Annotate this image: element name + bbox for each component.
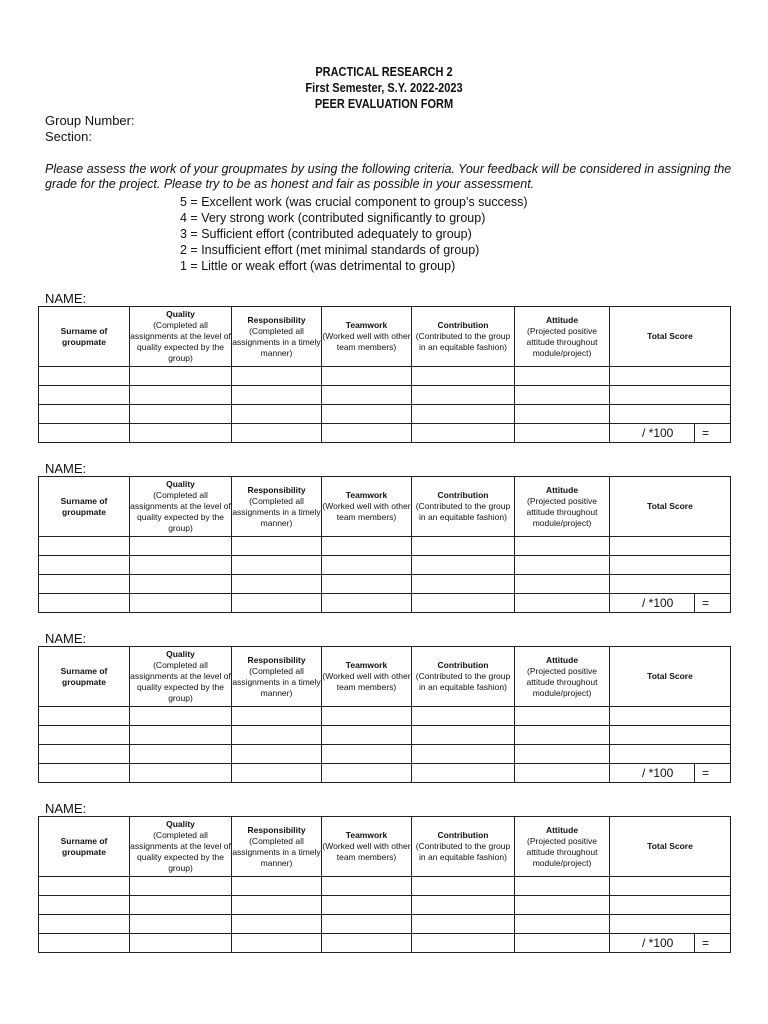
input-cell[interactable] <box>515 915 610 934</box>
header-row <box>39 647 731 707</box>
input-cell[interactable] <box>39 367 130 386</box>
input-cell[interactable] <box>515 934 610 953</box>
criteria-item-2: 2 = Insufficient effort (met minimal standards of group) <box>180 243 480 257</box>
col-title: Quality <box>166 649 195 659</box>
total-score-cell[interactable] <box>610 424 731 443</box>
input-cell[interactable] <box>39 594 130 613</box>
col-desc: (Contributed to the group in an equitable fashion) <box>415 841 511 862</box>
criteria-item-3: 3 = Sufficient effort (contributed adequately to group) <box>180 227 472 241</box>
input-cell[interactable] <box>39 707 130 726</box>
col-surname <box>39 477 130 537</box>
input-cell[interactable] <box>515 386 610 405</box>
criteria-item-5: 5 = Excellent work (was crucial component to group’s success) <box>180 195 528 209</box>
score-divider <box>694 764 695 782</box>
col-desc: (Contributed to the group in an equitable fashion) <box>415 331 511 352</box>
col-title: Teamwork <box>345 490 388 500</box>
col-quality <box>130 817 232 877</box>
col-desc: (Completed all assignments in a timely manner) <box>232 665 321 698</box>
instructions-paragraph: Please assess the work of your groupmates by using the following criteria. Your feedback will be considered in assigning the grade for the project. Please try to be as honest and fair as possible in your assessment. <box>45 162 732 191</box>
input-cell[interactable] <box>39 556 130 575</box>
col-title: Contribution <box>437 660 489 670</box>
col-title: Total Score <box>647 671 693 681</box>
input-cell[interactable] <box>412 745 515 764</box>
input-cell[interactable] <box>322 556 412 575</box>
input-cell[interactable] <box>412 556 515 575</box>
input-cell[interactable] <box>130 745 232 764</box>
input-cell[interactable] <box>130 424 232 443</box>
input-cell[interactable] <box>232 386 322 405</box>
table-row <box>39 367 731 386</box>
name-label: NAME: <box>45 291 87 306</box>
score-formula: / *100 <box>642 596 674 610</box>
col-title: Responsibility <box>247 314 306 325</box>
input-cell[interactable] <box>515 726 610 745</box>
input-cell[interactable] <box>322 594 412 613</box>
input-cell[interactable] <box>39 915 130 934</box>
col-title: Attitude <box>545 484 579 495</box>
col-total-score <box>610 477 731 537</box>
input-cell[interactable] <box>130 934 232 953</box>
input-cell[interactable] <box>39 896 130 915</box>
col-title: Teamwork <box>345 660 388 670</box>
col-total-score <box>610 647 731 707</box>
input-cell[interactable] <box>610 745 731 764</box>
col-desc: (Worked well with other team members) <box>322 501 411 522</box>
col-contribution <box>412 647 515 707</box>
col-responsibility <box>232 477 322 537</box>
input-cell[interactable] <box>232 934 322 953</box>
name-label: NAME: <box>45 801 87 816</box>
input-cell[interactable] <box>130 537 232 556</box>
form-title: PEER EVALUATION FORM <box>314 97 454 111</box>
col-title: Surname of groupmate <box>60 665 108 687</box>
group-number-label: Group Number: <box>45 113 135 128</box>
input-cell[interactable] <box>515 556 610 575</box>
col-desc: (Completed all assignments in a timely manner) <box>232 835 321 868</box>
criteria-item-1: 1 = Little or weak effort (was detrimental to group) <box>180 259 456 273</box>
input-cell[interactable] <box>232 424 322 443</box>
input-cell[interactable] <box>412 707 515 726</box>
input-cell[interactable] <box>322 386 412 405</box>
input-cell[interactable] <box>412 575 515 594</box>
input-cell[interactable] <box>515 575 610 594</box>
table-row <box>39 707 731 726</box>
input-cell[interactable] <box>232 575 322 594</box>
table-row <box>39 915 731 934</box>
input-cell[interactable] <box>232 707 322 726</box>
col-responsibility <box>232 647 322 707</box>
input-cell[interactable] <box>515 707 610 726</box>
input-cell[interactable] <box>39 424 130 443</box>
input-cell[interactable] <box>412 877 515 896</box>
col-title: Responsibility <box>247 824 306 835</box>
col-desc: (Completed all assignments at the level of quality expected by the group) <box>130 830 231 873</box>
col-desc: (Completed all assignments at the level of quality expected by the group) <box>130 660 231 703</box>
col-title: Teamwork <box>345 830 388 840</box>
input-cell[interactable] <box>412 764 515 783</box>
input-cell[interactable] <box>610 386 731 405</box>
input-cell[interactable] <box>232 764 322 783</box>
input-cell[interactable] <box>412 594 515 613</box>
input-cell[interactable] <box>130 707 232 726</box>
col-title: Quality <box>166 309 195 319</box>
col-total-score <box>610 817 731 877</box>
evaluation-table <box>38 306 731 443</box>
input-cell[interactable] <box>39 575 130 594</box>
input-cell[interactable] <box>39 934 130 953</box>
input-cell[interactable] <box>130 594 232 613</box>
evaluation-table <box>38 816 731 953</box>
col-attitude <box>515 647 610 707</box>
score-divider <box>694 424 695 442</box>
header-row <box>39 817 731 877</box>
col-responsibility <box>232 817 322 877</box>
col-total-score <box>610 307 731 367</box>
col-desc: (Projected positive attitude throughout module/project) <box>526 665 598 698</box>
name-label: NAME: <box>45 631 87 646</box>
col-title: Total Score <box>647 841 693 851</box>
input-cell[interactable] <box>232 405 322 424</box>
table-row <box>39 726 731 745</box>
col-desc: (Projected positive attitude throughout module/project) <box>526 325 598 358</box>
col-responsibility <box>232 307 322 367</box>
name-label: NAME: <box>45 461 87 476</box>
table-row <box>39 424 731 443</box>
col-surname <box>39 817 130 877</box>
col-teamwork <box>322 307 412 367</box>
table-row <box>39 896 731 915</box>
input-cell[interactable] <box>610 575 731 594</box>
col-quality <box>130 647 232 707</box>
input-cell[interactable] <box>322 405 412 424</box>
input-cell[interactable] <box>322 877 412 896</box>
input-cell[interactable] <box>515 424 610 443</box>
input-cell[interactable] <box>610 707 731 726</box>
input-cell[interactable] <box>322 726 412 745</box>
input-cell[interactable] <box>130 575 232 594</box>
table-row <box>39 877 731 896</box>
col-teamwork <box>322 817 412 877</box>
col-title: Responsibility <box>247 484 306 495</box>
score-divider <box>694 594 695 612</box>
input-cell[interactable] <box>412 386 515 405</box>
input-cell[interactable] <box>39 764 130 783</box>
col-contribution <box>412 817 515 877</box>
input-cell[interactable] <box>322 707 412 726</box>
input-cell[interactable] <box>130 726 232 745</box>
score-formula: / *100 <box>642 936 674 950</box>
input-cell[interactable] <box>412 726 515 745</box>
input-cell[interactable] <box>412 915 515 934</box>
input-cell[interactable] <box>130 405 232 424</box>
col-title: Surname of groupmate <box>60 495 108 517</box>
col-attitude <box>515 817 610 877</box>
input-cell[interactable] <box>39 405 130 424</box>
input-cell[interactable] <box>412 367 515 386</box>
col-surname <box>39 307 130 367</box>
input-cell[interactable] <box>39 386 130 405</box>
col-quality <box>130 307 232 367</box>
col-attitude <box>515 307 610 367</box>
input-cell[interactable] <box>130 367 232 386</box>
input-cell[interactable] <box>412 405 515 424</box>
col-title: Contribution <box>437 320 489 330</box>
criteria-item-4: 4 = Very strong work (contributed significantly to group) <box>180 211 486 225</box>
input-cell[interactable] <box>39 726 130 745</box>
input-cell[interactable] <box>322 934 412 953</box>
input-cell[interactable] <box>130 764 232 783</box>
score-formula: / *100 <box>642 766 674 780</box>
input-cell[interactable] <box>232 367 322 386</box>
evaluation-table <box>38 476 731 613</box>
col-attitude <box>515 477 610 537</box>
input-cell[interactable] <box>412 934 515 953</box>
equals-sign: = <box>702 426 710 440</box>
input-cell[interactable] <box>322 575 412 594</box>
input-cell[interactable] <box>610 556 731 575</box>
col-title: Contribution <box>437 490 489 500</box>
input-cell[interactable] <box>610 367 731 386</box>
input-cell[interactable] <box>412 896 515 915</box>
input-cell[interactable] <box>322 537 412 556</box>
total-score-cell[interactable] <box>610 594 731 613</box>
input-cell[interactable] <box>322 764 412 783</box>
input-cell[interactable] <box>515 764 610 783</box>
input-cell[interactable] <box>515 594 610 613</box>
document-title-block <box>46 64 722 112</box>
col-title: Responsibility <box>247 654 306 665</box>
input-cell[interactable] <box>39 877 130 896</box>
table-row <box>39 386 731 405</box>
col-title: Quality <box>166 819 195 829</box>
equals-sign: = <box>702 936 710 950</box>
input-cell[interactable] <box>130 556 232 575</box>
col-desc: (Completed all assignments at the level of quality expected by the group) <box>130 490 231 533</box>
input-cell[interactable] <box>39 537 130 556</box>
input-cell[interactable] <box>232 745 322 764</box>
input-cell[interactable] <box>232 556 322 575</box>
group-info <box>45 113 135 145</box>
input-cell[interactable] <box>610 405 731 424</box>
col-title: Quality <box>166 479 195 489</box>
total-score-cell[interactable] <box>610 934 731 953</box>
input-cell[interactable] <box>515 896 610 915</box>
equals-sign: = <box>702 596 710 610</box>
criteria-list <box>180 194 528 274</box>
col-title: Teamwork <box>345 320 388 330</box>
col-title: Surname of groupmate <box>60 835 108 857</box>
col-title: Attitude <box>545 314 579 325</box>
total-score-cell[interactable] <box>610 764 731 783</box>
input-cell[interactable] <box>232 537 322 556</box>
section-label: Section: <box>45 129 92 144</box>
evaluation-table <box>38 646 731 783</box>
col-desc: (Completed all assignments in a timely manner) <box>232 495 321 528</box>
col-title: Attitude <box>545 654 579 665</box>
col-teamwork <box>322 647 412 707</box>
col-title: Total Score <box>647 501 693 511</box>
table-row <box>39 594 731 613</box>
input-cell[interactable] <box>412 424 515 443</box>
col-desc: (Worked well with other team members) <box>322 841 411 862</box>
input-cell[interactable] <box>39 745 130 764</box>
header-row <box>39 307 731 367</box>
input-cell[interactable] <box>322 367 412 386</box>
input-cell[interactable] <box>322 745 412 764</box>
col-quality <box>130 477 232 537</box>
input-cell[interactable] <box>412 537 515 556</box>
col-contribution <box>412 477 515 537</box>
col-title: Total Score <box>647 331 693 341</box>
input-cell[interactable] <box>232 877 322 896</box>
semester-line: First Semester, S.Y. 2022-2023 <box>305 81 463 95</box>
table-row <box>39 575 731 594</box>
input-cell[interactable] <box>610 915 731 934</box>
input-cell[interactable] <box>232 726 322 745</box>
input-cell[interactable] <box>322 896 412 915</box>
col-desc: (Worked well with other team members) <box>322 671 411 692</box>
col-teamwork <box>322 477 412 537</box>
input-cell[interactable] <box>610 877 731 896</box>
col-title: Attitude <box>545 824 579 835</box>
col-title: Contribution <box>437 830 489 840</box>
input-cell[interactable] <box>232 915 322 934</box>
header-row <box>39 477 731 537</box>
input-cell[interactable] <box>515 367 610 386</box>
equals-sign: = <box>702 766 710 780</box>
col-desc: (Projected positive attitude throughout module/project) <box>526 495 598 528</box>
input-cell[interactable] <box>322 424 412 443</box>
col-contribution <box>412 307 515 367</box>
input-cell[interactable] <box>515 877 610 896</box>
input-cell[interactable] <box>515 405 610 424</box>
input-cell[interactable] <box>130 896 232 915</box>
input-cell[interactable] <box>232 594 322 613</box>
table-row <box>39 934 731 953</box>
col-desc: (Completed all assignments at the level of quality expected by the group) <box>130 320 231 363</box>
table-row <box>39 745 731 764</box>
score-divider <box>694 934 695 952</box>
col-desc: (Completed all assignments in a timely manner) <box>232 325 321 358</box>
input-cell[interactable] <box>130 915 232 934</box>
col-title: Surname of groupmate <box>60 325 108 347</box>
table-row <box>39 556 731 575</box>
score-formula: / *100 <box>642 426 674 440</box>
col-surname <box>39 647 130 707</box>
input-cell[interactable] <box>515 537 610 556</box>
col-desc: (Worked well with other team members) <box>322 331 411 352</box>
col-desc: (Projected positive attitude throughout module/project) <box>526 835 598 868</box>
input-cell[interactable] <box>130 877 232 896</box>
input-cell[interactable] <box>610 726 731 745</box>
col-desc: (Contributed to the group in an equitable fashion) <box>415 671 511 692</box>
table-row <box>39 537 731 556</box>
col-desc: (Contributed to the group in an equitable fashion) <box>415 501 511 522</box>
input-cell[interactable] <box>610 537 731 556</box>
table-row <box>39 764 731 783</box>
table-row <box>39 405 731 424</box>
input-cell[interactable] <box>130 386 232 405</box>
input-cell[interactable] <box>515 745 610 764</box>
input-cell[interactable] <box>610 896 731 915</box>
course-title: PRACTICAL RESEARCH 2 <box>315 65 453 79</box>
input-cell[interactable] <box>322 915 412 934</box>
input-cell[interactable] <box>232 896 322 915</box>
